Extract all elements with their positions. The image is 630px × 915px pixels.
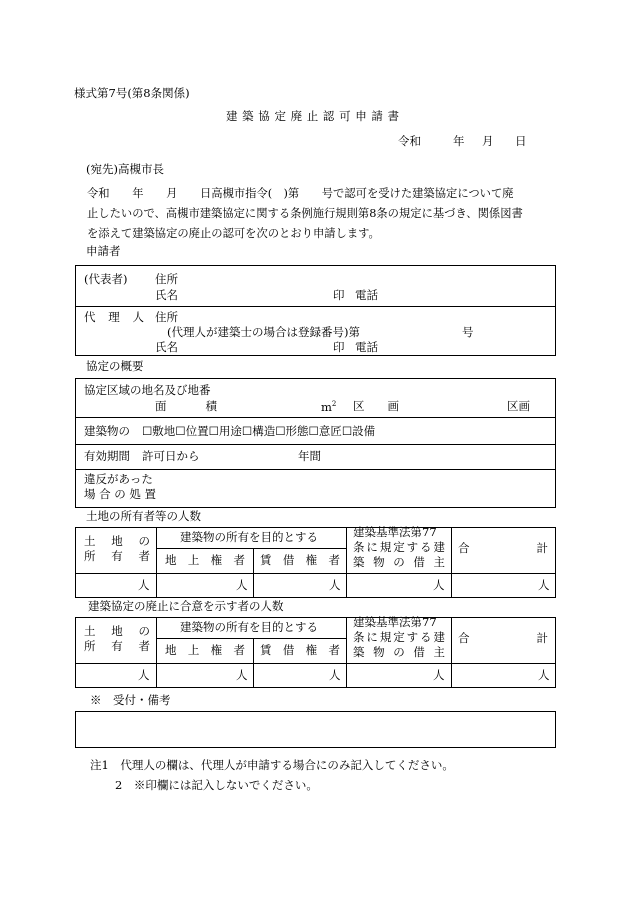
count-unit: 人 [538,578,550,592]
representative-address-label: 住所 [155,272,178,286]
reception-label: ※ 受付・備考 [90,693,171,707]
col-art77-line3: 築 物 の 借 主 [353,555,445,569]
form-title: 建 築 協 定 廃 止 認 可 申 請 書 [226,109,400,123]
form-number: 様式第7号(第8条関係) [74,86,190,100]
count-unit: 人 [538,668,550,682]
owners-section-label: 土地の所有者等の人数 [86,509,201,523]
applicant-table [75,265,556,356]
count-unit: 人 [236,668,248,682]
divider [156,617,157,688]
representative-seal: 印 [333,288,345,302]
applicant-section-label: 申請者 [86,244,121,258]
count-unit: 人 [236,578,248,592]
representative-label: (代表者) [84,272,128,286]
agent-number-suffix: 号 [462,325,474,339]
col-art77-line3: 築 物 の 借 主 [353,645,445,659]
divider [75,444,556,445]
divider [75,573,556,574]
representative-phone-label: 電話 [355,288,378,302]
zone-unit: 区画 [507,399,530,413]
note-1: 注1 代理人の欄は、代理人が申請する場合にのみ記入してください。 [90,758,454,772]
addressee: (宛先)高槻市長 [86,162,164,176]
agent-name-label: 氏名 [155,340,178,354]
validity-years: 年間 [298,449,321,463]
divider [156,548,346,549]
area-label: 面 積 [155,399,217,413]
col-art77-line1: 建築基準法第77 [353,615,437,629]
date-day: 日 [515,134,527,148]
divider [451,527,452,598]
divider [451,617,452,688]
date-year: 年 [453,134,465,148]
divider [346,617,347,688]
col-total: 合 計 [458,541,548,555]
count-unit: 人 [329,668,341,682]
note-2: 2 ※印欄には記入しないでください。 [115,778,318,792]
divider [156,527,157,598]
agent-seal: 印 [333,340,345,354]
overview-section-label: 協定の概要 [86,359,144,373]
validity-label: 有効期間 [84,449,130,463]
count-unit: 人 [138,578,150,592]
agent-phone-label: 電話 [355,340,378,354]
col-art77-line2: 条 に 規 定 す る 建 [353,630,445,644]
violation-label-line1: 違反があった [84,472,153,486]
reception-box [75,711,556,748]
body-line-2: 止したいので、高槻市建築協定に関する条例施行規則第8条の規定に基づき、関係図書 [87,207,523,220]
divider [346,527,347,598]
divider [75,306,556,307]
col-art77-line1: 建築基準法第77 [353,525,437,539]
building-options: ☐敷地☐位置☐用途☐構造☐形態☐意匠☐設備 [142,424,376,438]
divider [75,469,556,470]
col-purpose: 建築物の所有を目的とする [180,530,318,544]
violation-label-line2: 場 合 の 処 置 [84,487,156,501]
divider [156,638,346,639]
date-era: 令和 [398,134,421,148]
col-land-line2: 所 有 者 [84,549,150,563]
area-unit: $m^2$ [321,399,337,414]
col-lease-rights: 賃 借 権 者 [260,643,340,657]
col-surface-rights: 地 上 権 者 [165,553,245,567]
col-lease-rights: 賃 借 権 者 [260,553,340,567]
col-art77-line2: 条 に 規 定 す る 建 [353,540,445,554]
col-land-line2: 所 有 者 [84,639,150,653]
col-purpose: 建築物の所有を目的とする [180,620,318,634]
representative-name-label: 氏名 [155,288,178,302]
zone-label: 区 画 [353,399,399,413]
count-unit: 人 [138,668,150,682]
agent-architect-note: (代理人が建築士の場合は登録番号)第 [167,325,360,339]
col-land-line1: 土 地 の [84,534,150,548]
body-line-3: を添えて建築協定の廃止の認可を次のとおり申請します。 [87,227,380,240]
consent-section-label: 建築協定の廃止に合意を示す者の人数 [88,599,284,613]
count-unit: 人 [329,578,341,592]
building-label: 建築物の [84,424,130,438]
col-surface-rights: 地 上 権 者 [165,643,245,657]
count-unit: 人 [433,578,445,592]
body-line-1: 令和 年 月 日高槻市指令( )第 号で認可を受けた建築協定について廃 [87,187,514,200]
col-total: 合 計 [458,631,548,645]
divider [75,417,556,418]
count-unit: 人 [433,668,445,682]
agent-label: 代 理 人 [84,310,144,324]
col-land-line1: 土 地 の [84,624,150,638]
divider [75,663,556,664]
location-label: 協定区域の地名及び地番 [84,383,211,397]
date-month: 月 [482,134,494,148]
validity-from: 許可日から [142,449,200,463]
agent-address-label: 住所 [155,310,178,324]
